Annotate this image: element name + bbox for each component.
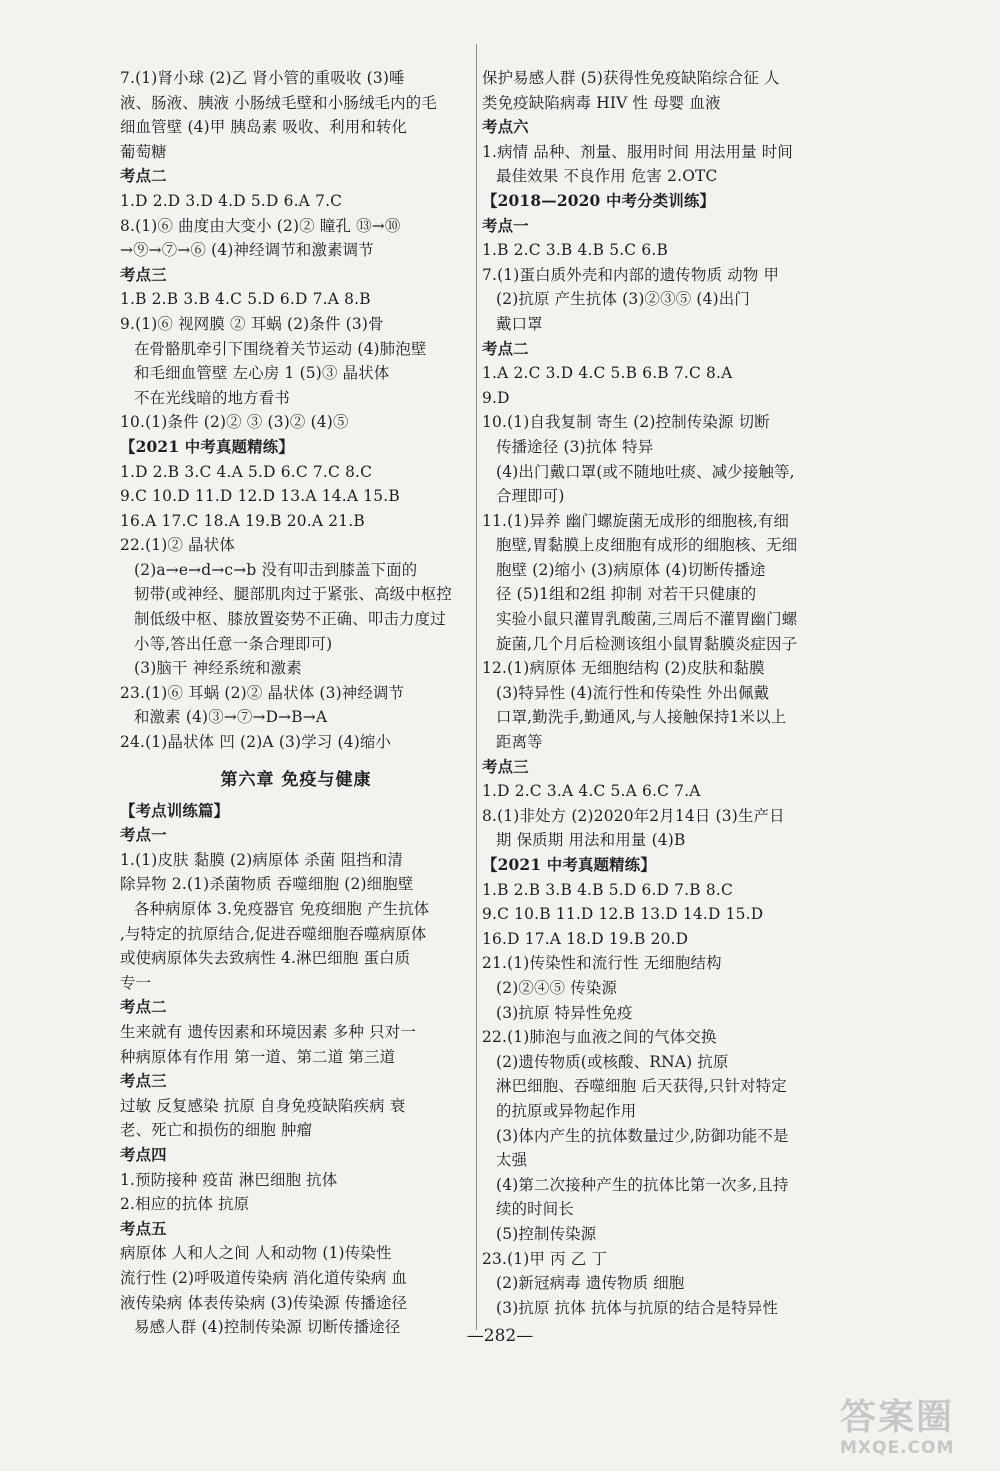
answer-line: (2)新冠病毒 遗传物质 细胞 [496, 1274, 685, 1293]
answer-line: →⑨→⑦→⑥ (4)神经调节和激素调节 [120, 241, 374, 260]
section-heading: 【2021 中考真题精练】 [482, 856, 656, 874]
answer-line: 1.B 2.B 3.B 4.B 5.D 6.D 7.B 8.C [482, 880, 733, 899]
answer-line: 传播途径 (3)抗体 特异 [496, 437, 654, 456]
answer-line: 韧带(或神经、腿部肌肉过于紧张、高级中枢控 [134, 585, 453, 604]
answer-line: (3)脑干 神经系统和激素 [134, 659, 302, 678]
answer-line: 1.D 2.C 3.A 4.C 5.A 6.C 7.A [482, 782, 701, 801]
section-heading: 考点四 [120, 1145, 167, 1164]
answer-line: 期 保质期 用法和用量 (4)B [496, 831, 686, 850]
answer-line: 2.相应的抗体 抗原 [120, 1195, 250, 1214]
section-heading: 考点一 [120, 826, 167, 845]
answer-line: 径 (5)1组和2组 抑制 对若干只健康的 [496, 585, 757, 604]
answer-line: 23.(1)甲 丙 乙 丁 [482, 1249, 608, 1268]
chapter-title: 第六章 免疫与健康 [220, 769, 372, 790]
answer-line: 9.C 10.B 11.D 12.B 13.D 14.D 15.D [482, 905, 764, 924]
answer-line: ,与特定的抗原结合,促进吞噬细胞吞噬病原体 [120, 924, 427, 943]
answer-line: 专一 [120, 973, 152, 992]
answer-line: 1.预防接种 疫苗 淋巴细胞 抗体 [120, 1170, 338, 1189]
answer-line: 24.(1)晶状体 凹 (2)A (3)学习 (4)缩小 [120, 733, 392, 752]
answer-line: 过敏 反复感染 抗原 自身免疫缺陷疾病 衰 [120, 1096, 406, 1115]
answer-line: 16.D 17.A 18.D 19.B 20.D [482, 929, 689, 948]
section-heading: 考点三 [120, 1072, 167, 1091]
answer-line: 1.B 2.C 3.B 4.B 5.C 6.B [482, 241, 668, 260]
answer-line: (3)特异性 (4)流行性和传染性 外出佩戴 [496, 683, 770, 702]
answer-line: 戴口罩 [496, 314, 543, 333]
answer-line: (2)抗原 产生抗体 (3)②③⑤ (4)出门 [496, 290, 750, 309]
answer-line: 9.C 10.D 11.D 12.D 13.A 14.A 15.B [120, 487, 400, 506]
page-number: —282— [466, 1326, 534, 1346]
answer-line: 实验小鼠只灌胃乳酸菌,三周后不灌胃幽门螺 [496, 610, 798, 629]
section-heading: 【2018—2020 中考分类训练】 [482, 191, 716, 210]
watermark-logo [840, 1398, 990, 1466]
answer-line: 胞壁,胃黏膜上皮细胞有成形的细胞核、无细 [496, 536, 798, 555]
answer-line: (4)出门戴口罩(或不随地吐痰、减少接触等, [496, 462, 795, 481]
answer-line: 22.(1)肺泡与血液之间的气体交换 [482, 1028, 717, 1047]
answer-line: 老、死亡和损伤的细胞 肿瘤 [120, 1121, 313, 1140]
answer-line: 10.(1)条件 (2)② ③ (3)② (4)⑤ [120, 413, 349, 432]
answer-line: 生来就有 遗传因素和环境因素 多种 只对一 [120, 1022, 416, 1041]
answer-line: 淋巴细胞、吞噬细胞 后天获得,只针对特定 [496, 1077, 787, 1096]
answer-line: 制低级中枢、膝放置姿势不正确、叩击力度过 [134, 610, 446, 629]
answer-line: 小等,答出任意一条合理即可) [134, 634, 333, 653]
answer-line: 易感人群 (4)控制传染源 切断传播途径 [134, 1318, 401, 1337]
left-column [120, 66, 472, 1340]
answer-line: 类免疫缺陷病毒 HIV 性 母婴 血液 [482, 93, 721, 112]
answer-line: 细血管壁 (4)甲 胰岛素 吸收、利用和转化 [120, 118, 408, 137]
answer-line: (3)体内产生的抗体数量过少,防御功能不是 [496, 1126, 789, 1145]
answer-line: 距离等 [496, 733, 543, 752]
answer-line: 除异物 2.(1)杀菌物质 吞噬细胞 (2)细胞壁 [120, 875, 414, 894]
answer-line: 1.B 2.B 3.B 4.C 5.D 6.D 7.A 8.B [120, 290, 371, 309]
answer-line: 或使病原体失去致病性 4.淋巴细胞 蛋白质 [120, 949, 411, 968]
answer-line: (2)a→e→d→c→b 没有叩击到膝盖下面的 [134, 560, 418, 579]
section-heading: 考点三 [120, 265, 167, 284]
section-heading: 考点六 [482, 118, 529, 137]
watermark-url: MXQE.COM [840, 1438, 955, 1458]
answer-line: 1.(1)皮肤 黏膜 (2)病原体 杀菌 阻挡和清 [120, 850, 403, 869]
column-divider [476, 44, 477, 1330]
section-heading: 考点五 [120, 1219, 167, 1238]
answer-line: 口罩,勤洗手,勤通风,与人接触保持1米以上 [496, 708, 787, 727]
answer-line: 22.(1)② 晶状体 [120, 536, 235, 555]
answer-line: 8.(1)⑥ 曲度由大变小 (2)② 瞳孔 ⑬→⑩ [120, 216, 401, 235]
answer-line: 保护易感人群 (5)获得性免疫缺陷综合征 人 [482, 69, 780, 87]
answer-line: 7.(1)肾小球 (2)乙 肾小管的重吸收 (3)唾 [120, 69, 405, 87]
answer-line: 续的时间长 [496, 1200, 574, 1219]
watermark-logo-text: 答案圈 [840, 1397, 955, 1438]
answer-line: 合理即可) [496, 487, 565, 506]
answer-line: 和毛细血管壁 左心房 1 (5)③ 晶状体 [134, 364, 390, 383]
right-column [482, 66, 837, 1320]
answer-line: 太强 [496, 1151, 528, 1170]
answer-line: 流行性 (2)呼吸道传染病 消化道传染病 血 [120, 1268, 408, 1287]
section-heading: 考点一 [482, 216, 529, 235]
answer-line: 1.D 2.B 3.C 4.A 5.D 6.C 7.C 8.C [120, 462, 373, 481]
answer-line: 8.(1)非处方 (2)2020年2月14日 (3)生产日 [482, 806, 785, 825]
answer-line: 葡萄糖 [120, 142, 167, 161]
answer-line: (2)遗传物质(或核酸、RNA) 抗原 [496, 1052, 729, 1071]
section-heading: 【考点训练篇】 [120, 801, 230, 820]
answer-line: (2)②④⑤ 传染源 [496, 978, 618, 997]
section-heading: 考点二 [482, 339, 529, 358]
answer-line: 7.(1)蛋白质外壳和内部的遗传物质 动物 甲 [482, 265, 780, 284]
section-heading: 考点三 [482, 757, 529, 776]
answer-line: 旋菌,几个月后检测该组小鼠胃黏膜炎症因子 [496, 634, 798, 653]
answer-line: 液、肠液、胰液 小肠绒毛壁和小肠绒毛内的毛 [120, 93, 437, 112]
answer-line: 23.(1)⑥ 耳蜗 (2)② 晶状体 (3)神经调节 [120, 683, 405, 702]
answer-line: 种病原体有作用 第一道、第二道 第三道 [120, 1047, 396, 1066]
answer-line: 胞壁 (2)缩小 (3)病原体 (4)切断传播途 [496, 560, 766, 579]
answer-line: 16.A 17.C 18.A 19.B 20.A 21.B [120, 511, 365, 530]
answer-line: (3)抗原 抗体 抗体与抗原的结合是特异性 [496, 1298, 779, 1317]
answer-line: 12.(1)病原体 无细胞结构 (2)皮肤和黏膜 [482, 659, 765, 678]
answer-line: 液传染病 体表传染病 (3)传染源 传播途径 [120, 1293, 408, 1312]
answer-line: 9.(1)⑥ 视网膜 ② 耳蜗 (2)条件 (3)骨 [120, 314, 384, 333]
answer-line: 在骨骼肌牵引下围绕着关节运动 (4)肺泡壁 [134, 339, 427, 358]
answer-line: 1.A 2.C 3.D 4.C 5.B 6.B 7.C 8.A [482, 364, 733, 383]
answer-line: 21.(1)传染性和流行性 无细胞结构 [482, 954, 722, 973]
answer-line: 各种病原体 3.免疫器官 免疫细胞 产生抗体 [134, 900, 430, 918]
answer-line: 1.D 2.D 3.D 4.D 5.D 6.A 7.C [120, 191, 343, 210]
answer-line: 和激素 (4)③→⑦→D→B→A [134, 708, 328, 727]
section-heading: 考点二 [120, 998, 167, 1017]
answer-line: (5)控制传染源 [496, 1224, 597, 1243]
section-heading: 【2021 中考真题精练】 [120, 437, 294, 456]
answer-line: 9.D [482, 388, 510, 407]
answer-line: 10.(1)自我复制 寄生 (2)控制传染源 切断 [482, 413, 770, 432]
answer-line: 1.病情 品种、剂量、服用时间 用法用量 时间 [482, 142, 793, 161]
answer-line: 最佳效果 不良作用 危害 2.OTC [496, 167, 718, 186]
answer-line: (4)第二次接种产生的抗体比第一次多,且持 [496, 1175, 789, 1194]
answer-line: 病原体 人和人之间 人和动物 (1)传染性 [120, 1244, 392, 1263]
answer-line: 的抗原或异物起作用 [496, 1101, 637, 1120]
answer-line: 11.(1)异养 幽门螺旋菌无成形的细胞核,有细 [482, 511, 790, 530]
answer-line: 不在光线暗的地方看书 [134, 388, 290, 407]
section-heading: 考点二 [120, 167, 167, 186]
answer-line: (3)抗原 特异性免疫 [496, 1003, 633, 1022]
